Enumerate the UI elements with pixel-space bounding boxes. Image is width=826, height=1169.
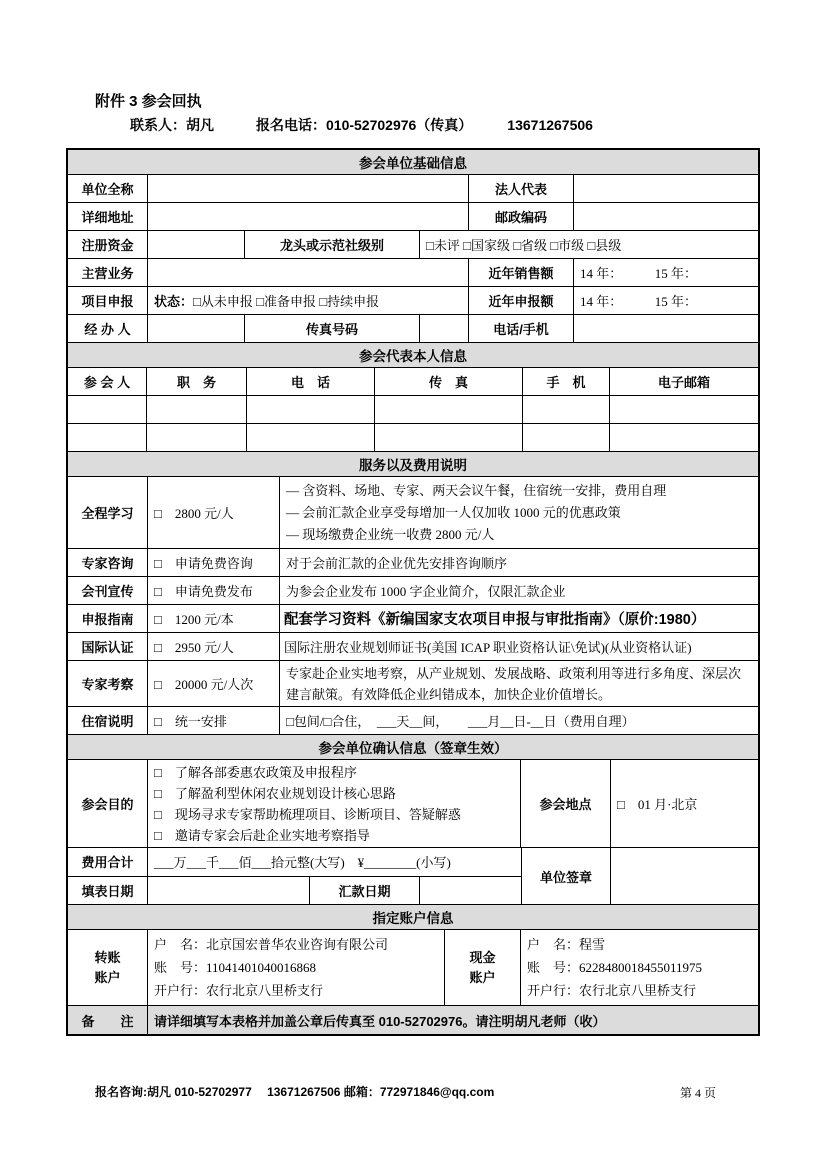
row-remarks: [68, 1006, 758, 1034]
purpose-option: □ 了解各部委惠农政策及申报程序: [154, 764, 357, 780]
desc-line: — 会前汇款企业享受每增加一人仅加收 1000 元的优惠政策: [286, 504, 621, 520]
declare-status-label: 状态：: [154, 294, 194, 309]
account-number: 账 号：11041401040016868: [154, 960, 317, 975]
position-field: [147, 424, 247, 451]
desc-line: — 现场缴费企业统一收费 2800 元/人: [286, 526, 495, 542]
contact-line: 联系人：胡凡 报名电话：010-52702976（传真） 13671267506: [130, 117, 593, 133]
service-name: 会刊宣传: [68, 577, 148, 604]
handler-field: [148, 315, 245, 342]
declare-status-field: [148, 287, 469, 314]
cash-label-line: 账户: [469, 969, 496, 985]
email-field: [610, 424, 758, 451]
row-handler: [68, 315, 758, 343]
section-header-confirmation: [68, 735, 758, 760]
row-representative-blank-2: [68, 424, 758, 452]
purpose-option: □ 了解盈利型休闲农业规划设计核心思路: [154, 785, 396, 801]
attendee-field: [68, 396, 147, 423]
service-option-checkbox: □ 统一安排: [148, 707, 280, 734]
attachment-title: 附件 3 参会回执: [95, 93, 202, 110]
business-label: 主营业务: [68, 259, 148, 286]
row-representative-columns: [68, 368, 758, 396]
capital-field: [148, 231, 245, 258]
service-option-checkbox: □ 申请免费发布: [148, 577, 280, 604]
fee-amount-field: ___万___千___佰___拾元整(大写) ¥________(小写): [154, 855, 451, 871]
fax-field: [375, 424, 523, 451]
row-service-site-visit: [68, 661, 758, 707]
row-fee-and-dates: [68, 848, 758, 905]
capital-label: 注册资金: [68, 231, 148, 258]
telephone-field: [247, 424, 375, 451]
row-project-declare: [68, 287, 758, 315]
service-description: □包间/□合住， ___天__间， ___月__日-__日（费用自理）: [286, 714, 635, 729]
section-header-account-info: [68, 905, 758, 930]
col-position: 职 务: [147, 368, 247, 395]
row-representative-blank-1: [68, 396, 758, 424]
row-service-certification: [68, 633, 758, 661]
row-purpose-venue: [68, 760, 758, 848]
service-description: 对于会前汇款的企业优先安排咨询顺序: [286, 556, 508, 571]
venue-checkbox-value: □ 01 月·北京: [617, 797, 698, 812]
purpose-checkbox-list: [148, 760, 521, 847]
col-telephone: 电 话: [247, 368, 375, 395]
section-header-representative-info: [68, 343, 758, 368]
remit-date-field: [420, 877, 521, 905]
col-fax: 传 真: [375, 368, 523, 395]
phone-field: [574, 315, 758, 342]
postcode-label: 邮政编码: [469, 203, 574, 230]
purpose-label: 参会目的: [68, 760, 148, 847]
email-field: [610, 396, 758, 423]
account-bank: 开户行：农行北京八里桥支行: [527, 983, 697, 998]
level-checkbox-options: □未评 □国家级 □省级 □市级 □县级: [426, 238, 622, 253]
subrow-dates: [68, 877, 521, 905]
address-label: 详细地址: [68, 203, 148, 230]
address-field: [148, 203, 469, 230]
declare-years-field: 14 年： 15 年：: [580, 294, 698, 309]
registration-form-table: [66, 148, 760, 1036]
cash-account-label: [445, 930, 521, 1005]
seal-field: [611, 848, 758, 904]
service-description: 为参会企业发布 1000 字企业简介，仅限汇款企业: [286, 584, 566, 599]
legal-rep-field: [574, 175, 758, 202]
declare-label: 项目申报: [68, 287, 148, 314]
service-option-checkbox: □ 2950 元/人: [148, 633, 280, 660]
service-option-checkbox: □ 2800 元/人: [148, 477, 280, 548]
fax-label: 传真号码: [245, 315, 420, 342]
service-description: [280, 477, 758, 548]
col-email: 电子邮箱: [657, 375, 710, 390]
seal-label: 单位签章: [521, 848, 611, 904]
row-address: [68, 203, 758, 231]
purpose-option: □ 邀请专家会后赴企业实地考察指导: [154, 827, 370, 843]
service-name: 全程学习: [68, 477, 148, 548]
form-date-field: [148, 877, 310, 905]
service-name: 申报指南: [68, 605, 148, 632]
desc-line: — 含资料、场地、专家、两天会议午餐，住宿统一安排，费用自理: [286, 482, 667, 498]
fax-field: [375, 396, 523, 423]
unit-name-field: [148, 175, 469, 202]
cash-label-line: 现金: [469, 949, 496, 965]
account-bank: 开户行：农行北京八里桥支行: [154, 983, 324, 998]
row-service-full-study: [68, 477, 758, 549]
row-service-guide-book: [68, 605, 758, 633]
remarks-text: 请详细填写本表格并加盖公章后传真至 010-52702976。请注明胡凡老师（收）: [154, 1013, 606, 1029]
sales-label: 近年销售额: [469, 259, 574, 286]
footer-page-number: 第 4 页: [680, 1086, 717, 1100]
transfer-account-label: [68, 930, 148, 1005]
cash-account-details: [521, 930, 758, 1005]
legal-rep-label: 法人代表: [469, 175, 574, 202]
business-field: [148, 259, 469, 286]
purpose-option: □ 现场寻求专家帮助梳理项目、诊断项目、答疑解惑: [154, 806, 461, 822]
remarks-label: 备 注: [68, 1006, 148, 1034]
attendee-field: [68, 424, 147, 451]
level-label: 龙头或示范社级别: [245, 231, 420, 258]
declare-amount-label: 近年申报额: [469, 287, 574, 314]
postcode-field: [574, 203, 758, 230]
transfer-label-line: 账户: [94, 969, 121, 985]
service-option-checkbox: □ 1200 元/本: [148, 605, 280, 632]
fax-field: [420, 315, 469, 342]
form-date-label: 填表日期: [68, 877, 148, 905]
mobile-field: [523, 424, 610, 451]
col-mobile: 手 机: [523, 368, 610, 395]
service-name: 国际认证: [68, 633, 148, 660]
section-title: 参会代表本人信息: [359, 349, 467, 364]
service-name: 住宿说明: [68, 707, 148, 734]
fee-date-stack: [68, 848, 521, 904]
subrow-fee-total: [68, 848, 521, 877]
service-description: 配套学习资料《新编国家支农项目申报与审批指南》（原价:1980）: [284, 612, 706, 628]
account-holder: 户 名：北京国宏普华农业咨询有限公司: [154, 937, 389, 952]
transfer-account-details: [148, 930, 445, 1005]
section-header-basic-info: [68, 150, 758, 175]
service-name: 专家考察: [68, 661, 148, 706]
mobile-field: [523, 396, 610, 423]
row-unit-name: [68, 175, 758, 203]
service-description: 专家赴企业实地考察，从产业规划、发展战略、政策利用等进行多角度、深层次建言献策。有效降低企业纠错成本，加快企业价值增长。: [286, 665, 742, 702]
fee-label: 费用合计: [68, 848, 148, 876]
account-number: 账 号：6228480018455011975: [527, 960, 703, 975]
declare-status-options: □从未申报 □准备申报 □持续申报: [193, 294, 380, 309]
section-title: 参会单位基础信息: [359, 156, 467, 171]
unit-name-label: 单位全称: [68, 175, 148, 202]
row-capital-level: [68, 231, 758, 259]
section-title: 参会单位确认信息（签章生效）: [318, 741, 508, 756]
row-main-business: [68, 259, 758, 287]
row-service-expert-consult: [68, 549, 758, 577]
venue-label: 参会地点: [521, 760, 611, 847]
section-title: 服务以及费用说明: [359, 458, 467, 473]
service-name: 专家咨询: [68, 549, 148, 576]
section-title: 指定账户信息: [372, 911, 454, 926]
row-service-journal: [68, 577, 758, 605]
col-attendee: 参 会 人: [68, 368, 147, 395]
transfer-label-line: 转账: [94, 949, 121, 965]
section-header-services: [68, 452, 758, 477]
footer-contact-info: 报名咨询:胡凡 010-52702977 13671267506 邮箱：772971846@qq.com: [95, 1085, 495, 1099]
position-field: [147, 396, 247, 423]
row-accounts: [68, 930, 758, 1006]
phone-label: 电话/手机: [469, 315, 574, 342]
service-option-checkbox: □ 申请免费咨询: [148, 549, 280, 576]
service-description: 国际注册农业规划师证书(美国 ICAP 职业资格认证\免试)(从业资格认证): [284, 640, 692, 655]
sales-years-field: 14 年： 15 年：: [580, 266, 698, 281]
account-holder: 户 名：程雪: [527, 937, 606, 952]
telephone-field: [247, 396, 375, 423]
remit-date-label: 汇款日期: [310, 877, 420, 905]
row-service-accommodation: [68, 707, 758, 735]
handler-label: 经 办 人: [68, 315, 148, 342]
service-option-checkbox: □ 20000 元/人次: [148, 661, 280, 706]
